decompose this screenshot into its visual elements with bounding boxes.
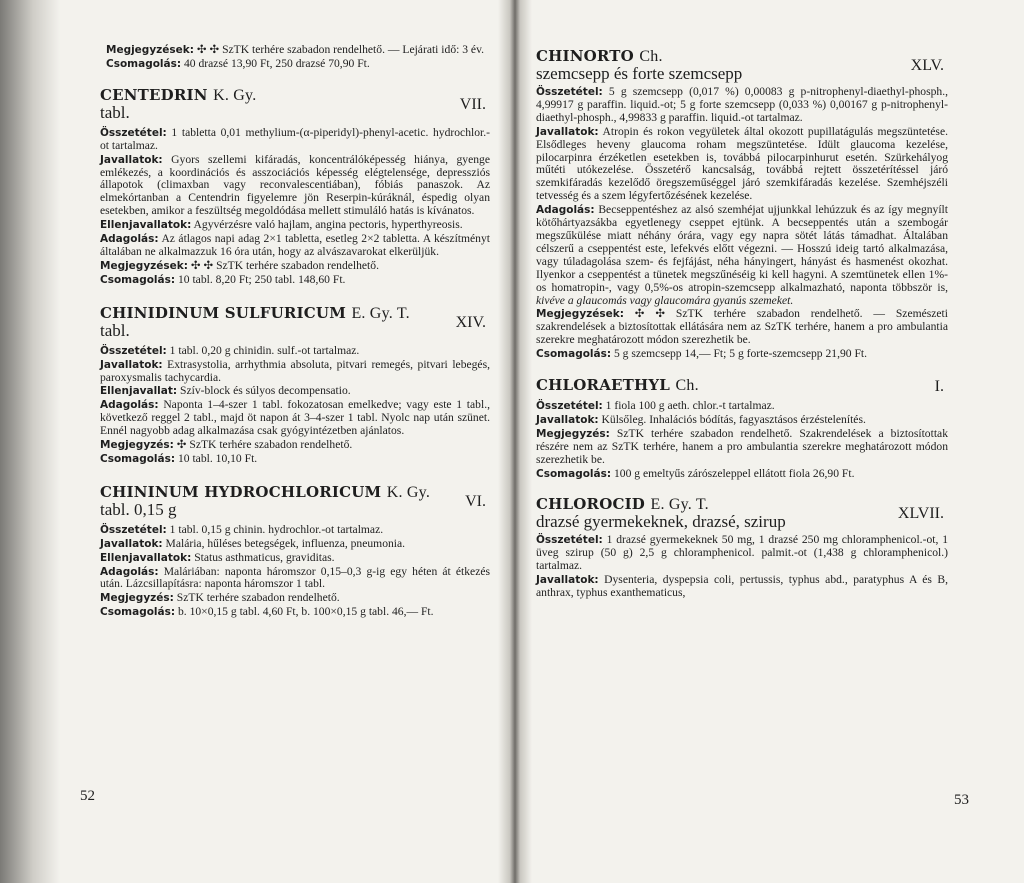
left-column [100,0,490,619]
right-column [536,0,948,600]
entry-chininum [100,484,490,619]
remarks: Megjegyzés: ✣ SzTK terhére szabadon rendelhető. [100,438,353,452]
indications: Javallatok: Extrasystolia, arrhythmia absoluta, pitvari remegés, pitvari lebegés, paroxysmalis tachycardia. [100,357,490,384]
entry-code: VI. [465,492,486,510]
remarks: Megjegyzés: SzTK terhére szabadon rendelhető. [100,591,340,605]
package-text: 40 drazsé 13,90 Ft, 250 drazsé 70,90 Ft. [183,56,370,70]
indications: Javallatok: Külsőleg. Inhalációs bódítás, fagyasztásos érzéstelenítés. [536,412,866,426]
entry-subtitle: szemcsepp és forte szemcsepp [536,64,743,83]
book-gutter [498,0,532,883]
entry-subtitle: drazsé gyermekeknek, drazsé, szirup [536,512,786,532]
entry-chinidinum [100,305,490,466]
entry-code: XLVII. [897,505,944,523]
composition: Összetétel: 1 tabl. 0,20 g chinidin. sulf.-ot tartalmaz. [100,343,360,357]
indications: Javallatok: Malária, hűléses betegségek, influenza, pneumonia. [100,536,406,550]
entry-subtitle: tabl. [100,102,130,122]
entry-code: XLV. [910,57,944,74]
right-page [512,0,1024,883]
entry-title: CHLORAETHYL Ch. [536,376,699,395]
indications: Javallatok: Dysenteria, dyspepsia coli, pertussis, typhus abd., paratyphus A és B, anthrax, typhus exanthematicus, [536,573,948,600]
page-number-left: 52 [80,788,95,804]
indications: Javallatok: Gyors szellemi kifáradás, koncentrálóképesség hiánya, gyenge emlékezés, a koordinációs és asszociációs képesség elégtelensége, depressziós állapotok (climaxban vagy reconvalescentiában), fóbiás panaszok. Az elmekórtanban a Centendrin figyelemre jön Reserpin-kúráknál, éspedig olyan esetekben, amikor a feszültség megoldódása mellett stimuláló hatás is kívánatos. [100,152,490,218]
remarks: Megjegyzés: SzTK terhére szabadon rendelhető. Szakrendelések a biztosítottak részére nem az SzTK terhére, hanem a pro ambulantia szerekre meghatározott módon szerezhetik be. [536,426,948,466]
composition: Összetétel: 1 drazsé gyermekeknek 50 mg, 1 drazsé 250 mg chloramphenicol.-ot, 1 üveg szirup (50 g) 2,5 g chloramphenicol. palmit.-ot (1,438 g chloramphenicol.) tartalmaz. [536,533,948,573]
dosage: Adagolás: Az átlagos napi adag 2×1 tabletta, esetleg 2×2 tabletta. A készítményt általában ne alkalmazzuk 16 óra után, hogy az alvászavarokat elkerüljük. [100,232,490,258]
package-label: Csomagolás: [106,57,182,70]
packaging: Csomagolás: b. 10×0,15 g tabl. 4,60 Ft, b. 100×0,15 g tabl. 46,— Ft. [100,605,434,619]
page-edge-shadow [0,0,60,883]
composition: Összetétel: 5 g szemcsepp (0,017 %) 0,00083 g p-nitrophenyl-diaethyl-phosph., 4,99917 g paraffin. liquid.-ot; 5 g forte szemcsepp (0,033 %) 0,00167 g p-nitrophenyl-diaethyl-phosph., 4,99833 g paraffin. liquid.-ot tartalmaz. [536,85,949,124]
composition: Összetétel: 1 tabl. 0,15 g chinin. hydrochlor.-ot tartalmaz. [100,522,384,536]
entry-title: CHINORTO Ch. [536,47,663,65]
entry-title: CHININUM HYDROCHLORICUM K. Gy. [100,482,431,501]
entry-code: I. [934,378,944,396]
packaging: Csomagolás: 5 g szemcsepp 14,— Ft; 5 g forte-szemcsepp 21,90 Ft. [536,347,868,361]
packaging: Csomagolás: 10 tabl. 8,20 Ft; 250 tabl. 148,60 Ft. [100,272,346,286]
contraindications: Ellenjavallatok: Status asthmaticus, graviditas. [100,550,335,564]
entry-chlorocid [536,496,948,600]
dosage: Adagolás: Becseppentéshez az alsó szemhéjat ujjunkkal lehúzzuk és az így megnyílt kötőhártyazsákba egyetlenegy cseppet ejtünk. A becseppentés után a szembogár megszűkülése miatt néhány órára, vagy egy napra sötét látás támadhat. Általában célszerű a cseppentést este, lefekvés előtt végezni. — Hosszú ideig tartó alkalmazása, vagy túladagolása szem- és fejfájást, néha hányingert, hányást és hasmenést okozhat. Ilyenkor a cseppentést a tünetek megszűnéséig ki kell hagyni. A szemtünetek ellen 1%-os homatropin-, vagy 0,5%-os atropin-szemcsepp alkalmazható, naponta többször is, kivéve a glaucomás vagy glaucomára gyanús szemeket. [536,203,948,307]
entry-chinorto [536,48,948,361]
contraindications: Ellenjavallatok: Agyvérzésre való hajlam, angina pectoris, hyperthyreosis. [100,218,463,232]
packaging: Csomagolás: 10 tabl. 10,10 Ft. [100,451,258,465]
dosage: Adagolás: Maláriában: naponta háromszor 0,15–0,3 g-ig egy héten át étkezés után. Lázcsillapításra: naponta háromszor 1 tabl. [100,564,490,591]
packaging: Csomagolás: 100 g emeltyűs zárószeleppel ellátott fiola 26,90 Ft. [536,466,855,480]
remarks: Megjegyzések: ✣ ✣ SzTK terhére szabadon rendelhető. [100,258,379,272]
entry-chloraethyl [536,377,948,480]
entry-code: XIV. [455,313,486,331]
indications: Javallatok: Atropin és rokon vegyületek által okozott pupillatágulás megszüntetése. Elsődleges heveny glaucoma roham megszüntetése. Idült glaucoma kezelése, pilocarpinra érzéketlen esetekben is, továbbá pilocarpinhurut esetén. Szürkehályog műtéti utókezelése. Összetérő kancsalság, továbbá rejtett összetérítéssel járó szemkifáradás kezelődő öregszeműséggel járó szemkifáradás kezelése. Szemhéjszéli tetvesség és a szem légyfertőzésének kezelése. [536,124,948,203]
top-note [100,44,490,71]
entry-subtitle: tabl. 0,15 g [100,499,177,519]
composition: Összetétel: 1 fiola 100 g aeth. chlor.-t tartalmaz. [536,399,775,413]
entry-code: VII. [459,95,486,113]
page-number-right: 53 [954,792,969,808]
contraindications: Ellenjavallat: Szív-block és súlyos decompensatio. [100,384,351,398]
entry-centedrin [100,87,490,287]
remarks: Megjegyzések: ✣ ✣ SzTK terhére szabadon rendelhető. — Szemészeti szakrendelések a biztosítottak ellátására nem az SzTK terhére, hanem a pro ambulantia szerekre meghatározott módon szerezhetik be. [536,307,948,347]
note-label: Megjegyzések: [106,44,194,56]
entry-title: CHINIDINUM SULFURICUM E. Gy. T. [100,303,410,322]
entry-title: CHLOROCID E. Gy. T. [536,495,709,514]
dosage: Adagolás: Naponta 1–4-szer 1 tabl. fokozatosan emelkedve; vagy este 1 tabl., következő reggel 2 tabl., majd öt napon át 3–4-szer 1 tabl. Nyolc nap után szünet. Ennél nagyobb adag alkalmazása csak gyógyintézetben ajánlatos. [100,398,490,438]
entry-subtitle: tabl. [100,320,130,340]
note-text: ✣ ✣ SzTK terhére szabadon rendelhető. — Lejárati idő: 3 év. [196,43,485,56]
entry-title: CENTEDRIN K. Gy. [100,85,257,104]
composition: Összetétel: 1 tabletta 0,01 methylium-(α-piperidyl)-phenyl-acetic. hydrochlor.-ot tartalmaz. [100,125,490,152]
